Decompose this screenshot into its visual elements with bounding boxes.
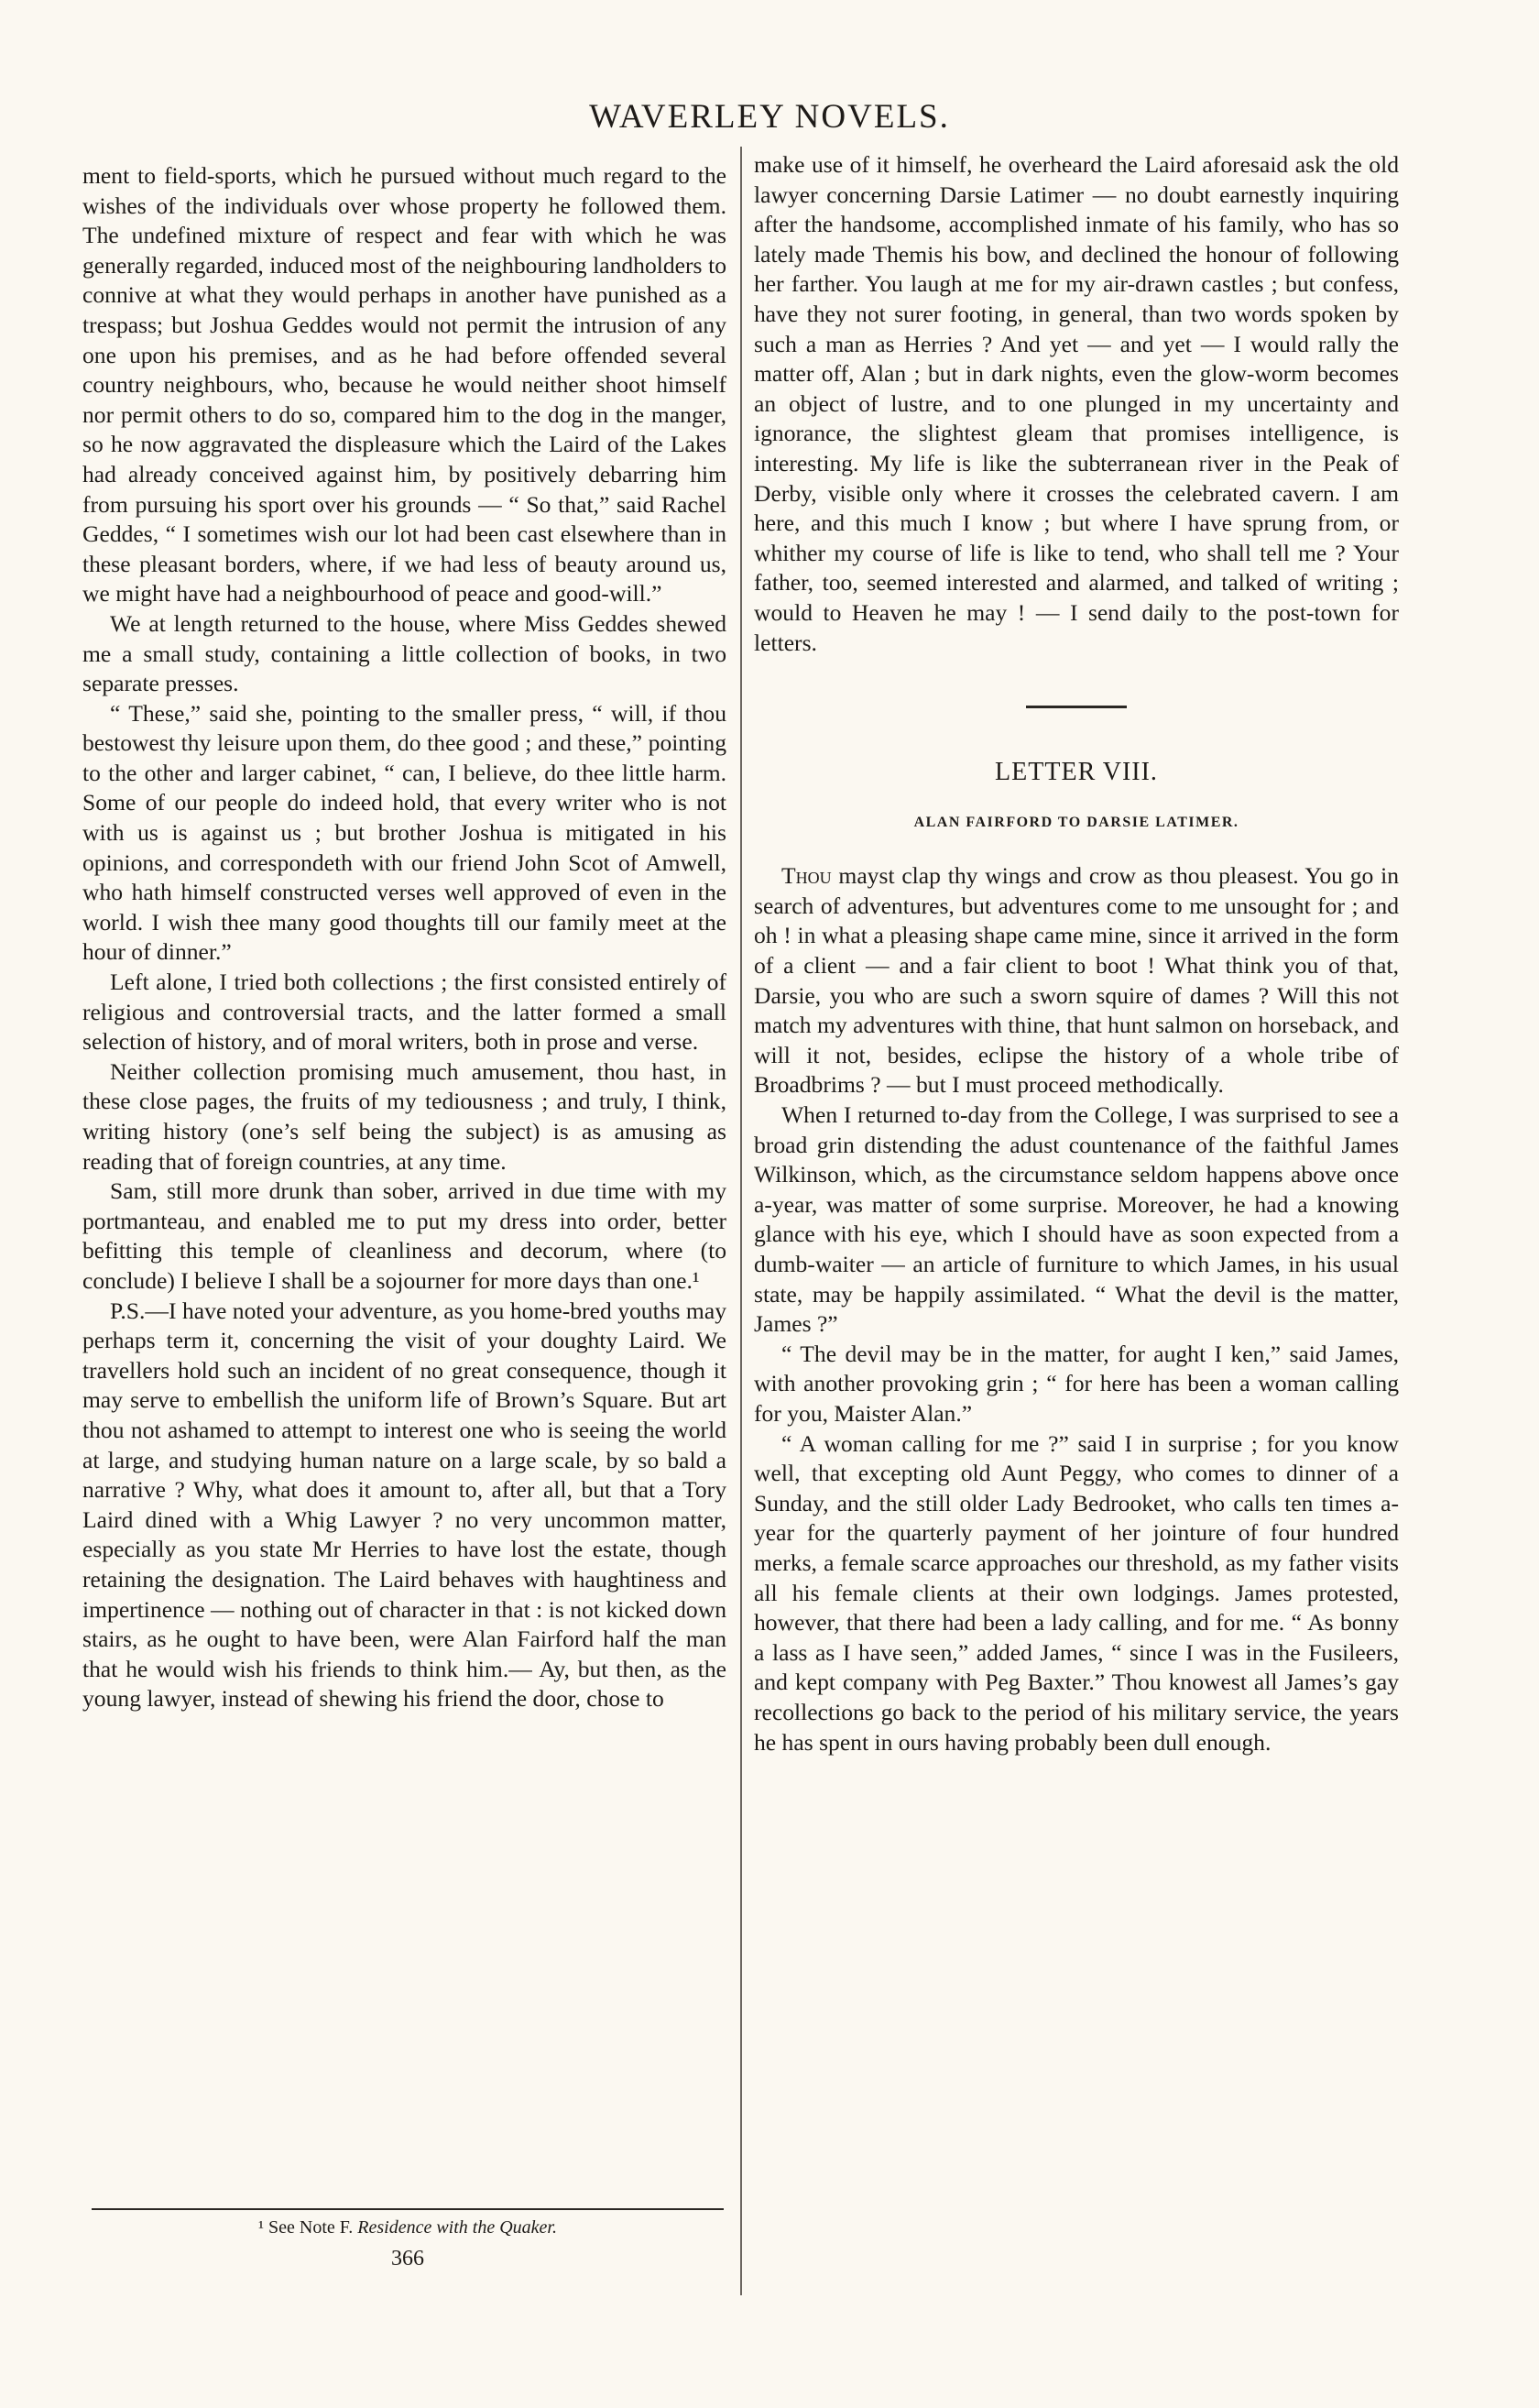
paragraph: make use of it himself, he overheard the Laird aforesaid ask the old lawyer concerning Darsie Latimer — no doubt earnestly inquiring after the handsome, accomplished inmate of his family, who has so lately made Themis his bow, and declined the honour of following her farther. You laugh at me for my air-drawn castles ; but confess, have they not surer footing, in general, than two words spoken by such a man as Herries ? And yet — and yet — I would rally the matter off, Alan ; but in dark nights, even the glow-worm becomes an object of lustre, and to one plunged in my uncertainty and ignorance, the slightest gleam that promises intelligence, is interesting. My life is like the subterranean river in the Peak of Derby, visible only where it crosses the celebrated cavern. I am here, and this much I know ; but where I have sprung from, or whither my course of life is like to tend, who shall tell me ? Your father, too, seemed interested and alarmed, and talked of writing ; would to Heaven he may ! — I send daily to the post-town for letters. xyxy=(754,151,1399,656)
footnote-rule xyxy=(92,2208,724,2210)
footnote-marker: ¹ xyxy=(258,2217,264,2238)
column-divider xyxy=(740,147,742,2295)
drop-word: Thou xyxy=(781,862,832,890)
opening-paragraph xyxy=(754,861,1399,1100)
letter-title: LETTER VIII. xyxy=(995,758,1158,787)
right-column xyxy=(754,150,1399,1757)
left-column xyxy=(82,161,726,1714)
footnote-ref: See Note F. xyxy=(268,2217,354,2238)
paragraph: When I returned to-day from the College, I was surprised to see a broad grin distending the adust countenance of the faithful James Wilkinson, which, as the circumstance seldom happens above once a-year, was matter of some surprise. Moreover, he had a knowing glance with his eye, which I should have as soon expected from a dumb-waiter — an article of furniture to which James, in his usual state, may be happily assimilated. “ What the devil is the matter, James ?” xyxy=(754,1101,1399,1338)
paragraph: Neither collection promising much amusement, thou hast, in these close pages, the fruits of my tediousness ; and truly, I think, writing history (one’s self being the subject) is as amusing as reading that of foreign countries, at any time. xyxy=(82,1057,726,1175)
opening-text: mayst clap thy wings and crow as thou pleasest. You go in search of adventures, but adventures come to me unsought for ; and oh ! in what a pleasing shape came mine, since it arrived in the form of a client — and a fair client to boot ! What think you of that, Darsie, you who are such a sworn squire of dames ? Will this not match my adventures with thine, that hunt salmon on horseback, and will it not, besides, eclipse the history of a whole tribe of Broadbrims ? — but I must proceed methodically. xyxy=(754,862,1399,1099)
paragraph: P.S.—I have noted your adventure, as you home-bred youths may perhaps term it, concerning the visit of your doughty Laird. We travellers hold such an incident of no great consequence, though it may serve to embellish the uniform life of Brown’s Square. But art thou not ashamed to attempt to interest one who is seeing the world at large, and studying human nature on a large scale, by so bald a narrative ? Why, what does it amount to, after all, but that a Tory Laird dined with a Whig Lawyer ? no very uncommon matter, especially as you state Mr Herries to have lost the estate, though retaining the designation. The Laird behaves with haughtiness and impertinence — nothing out of character in that : is not kicked down stairs, as he ought to have been, were Alan Fairford half the man that he would wish his friends to think him.— Ay, but then, as the young lawyer, instead of shewing his friend the door, chose to xyxy=(82,1297,726,1713)
paragraph: “ The devil may be in the matter, for aught I ken,” said James, with another provoking grin ; “ for here has been a woman calling for you, Maister Alan.” xyxy=(754,1340,1399,1427)
paragraph: Left alone, I tried both collections ; the first consisted entirely of religious and controversial tracts, and the latter formed a small selection of history, and of moral writers, both in prose and verse. xyxy=(82,969,726,1056)
paragraph: “ A woman calling for me ?” said I in surprise ; for you know well, that excepting old Aunt Peggy, who comes to dinner of a Sunday, and the still older Lady Bedrooket, who calls ten times a-year for the quarterly payment of her jointure of four hundred merks, a female scarce approaches our threshold, as my father visits all his female clients at their own lodgings. James protested, however, that there had been a lady calling, and for me. “ As bonny a lass as I have seen,” added James, “ since I was in the Fusileers, and kept company with Peg Baxter.” Thou knowest all James’s gay recollections go back to the period of his military service, the years he has spent in ours having probably been dull enough. xyxy=(754,1429,1399,1756)
section-rule xyxy=(1026,706,1127,708)
paragraph: Sam, still more drunk than sober, arrived in due time with my portmanteau, and enabled me to put my dress into order, better befitting this temple of cleanliness and decorum, where (to conclude) I believe I shall be a sojourner for more days than one.¹ xyxy=(82,1177,726,1294)
letter-subtitle: ALAN FAIRFORD TO DARSIE LATIMER. xyxy=(913,814,1239,830)
footnote xyxy=(82,2217,733,2238)
footnote-title: Residence with the Quaker. xyxy=(357,2217,557,2238)
page-number: 366 xyxy=(391,2247,424,2271)
paragraph: We at length returned to the house, where Miss Geddes shewed me a small study, containing a little collection of books, in two separate presses. xyxy=(82,609,726,697)
paragraph: ment to field-sports, which he pursued without much regard to the wishes of the individuals over whose property he followed them. The undefined mixture of respect and fear with which he was generally regarded, induced most of the neighbouring landholders to connive at what they would perhaps in another have punished as a trespass; but Joshua Geddes would not permit the intrusion of any one upon his premises, and as he had before offended several country neighbours, who, because he would neither shoot himself nor permit others to do so, compared him to the dog in the manger, so he now aggravated the displeasure which the Laird of the Lakes had already conceived against him, by positively debarring him from pursuing his sport over his grounds — “ So that,” said Rachel Geddes, “ I sometimes wish our lot had been cast elsewhere than in these pleasant borders, where, if we had less of beauty around us, we might have had a neighbourhood of peace and good-will.” xyxy=(82,162,726,607)
paragraph: “ These,” said she, pointing to the smaller press, “ will, if thou bestowest thy leisure upon them, do thee good ; and these,” pointing to the other and larger cabinet, “ can, I believe, do thee little harm. Some of our people do indeed hold, that every writer who is not with us is against us ; but brother Joshua is mitigated in his opinions, and correspondeth with our friend John Scot of Amwell, who hath himself constructed verses well approved of even in the world. I wish thee many good thoughts till our family meet at the hour of dinner.” xyxy=(82,699,726,966)
running-header: WAVERLEY NOVELS. xyxy=(589,98,950,136)
